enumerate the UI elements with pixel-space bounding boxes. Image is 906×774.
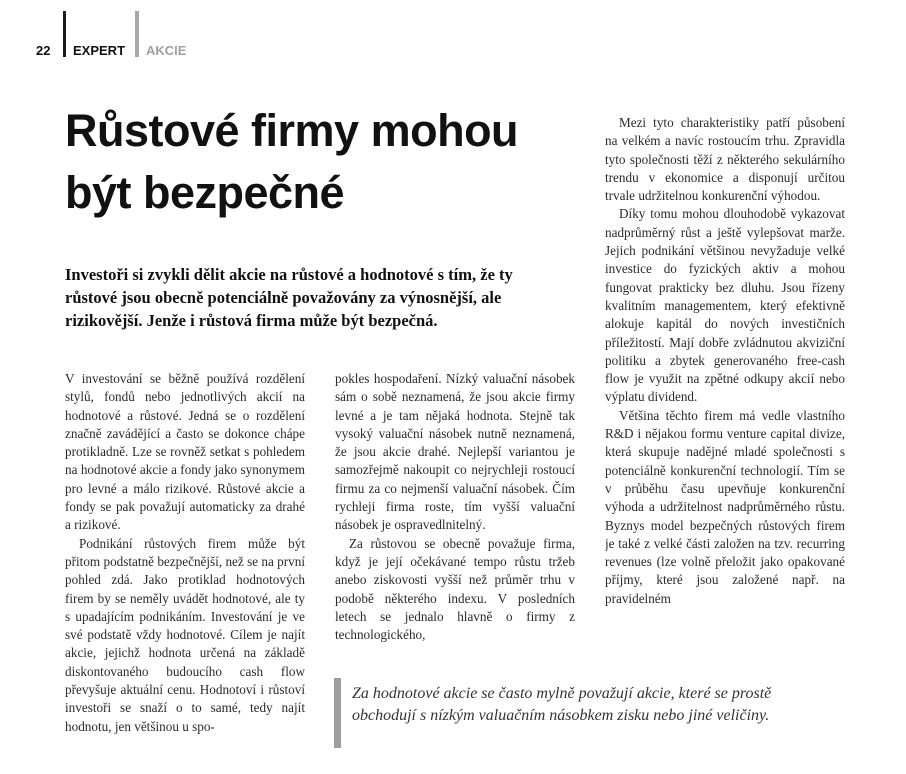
article-title: Růstové firmy mohou být bezpečné xyxy=(65,105,519,218)
text-column-2 xyxy=(335,370,575,665)
section-label: EXPERT xyxy=(73,43,126,58)
pull-quote-bar xyxy=(334,678,341,748)
paragraph: Podnikání růstových firem může být přitom podstatně bezpečnější, než se na první pohled zdá. Jako protiklad hodnotových firem by se neměly uvádět hodnotové, ale ty s upadajícím podnikáním. Investování je ve své podstatě vždy hodnotové. Cílem je najít akcie, jejichž hodnota určená na základě diskontovaného budoucího cash flow převyšuje aktuální cenu. Hodnotoví i růstoví investoři se snaží o to samé, tedy najít hodnotu, jen většinou u spo- xyxy=(65,535,305,734)
category-label: AKCIE xyxy=(146,43,187,58)
paragraph: Většina těchto firem má vedle vlastního R&D i nějakou formu venture capital divize, která skupuje nadějné mladé společnosti s potenciálně konkurenční technologií. Tím se v průběhu času upevňuje konkurenční výhoda a udržitelnost nadprůměrného růstu. Byznys model bezpečných růstových firem je také z velké části založen na tzv. recurring revenues (lze volně přeložit jako opakované příjmy, které jsou založené např. na pravidelném xyxy=(605,407,845,606)
paragraph: pokles hospodaření. Nízký valuační násobek sám o sobě neznamená, že jsou akcie firmy levné a je tam nějaká hodnota. Stejně tak vysoký valuační násobek nutně neznamená, že jsou akcie drahé. Nejlepší variantou je samozřejmě nakoupit co nejrychleji rostoucí firmu za co nejmenší valuační násobek. Čím rychleji firma roste, tím vyšší valuační násobek je ospravedlnitelný. xyxy=(335,371,575,533)
text-column-3 xyxy=(605,114,845,665)
article-lead: Investoři si zvykli dělit akcie na růstové a hodnotové s tím, že ty růstové jsou obecně potenciálně považovány za výnosnější, ale rizikovější. Jenže i růstová firma může být bezpečná. xyxy=(65,265,513,330)
header-divider xyxy=(63,11,66,57)
paragraph: Za růstovou se obecně považuje firma, když je její očekávané tempo růstu tržeb anebo ziskovosti vyšší než průměr trhu v podobě některého indexu. V posledních letech se jednalo hlavně o firmy z technologického, xyxy=(335,535,575,643)
page-number: 22 xyxy=(36,43,51,58)
pull-quote: Za hodnotové akcie se často mylně považují akcie, které se prostě obchodují s nízkým valuačním násobkem zisku nebo jiné veličiny. xyxy=(352,685,772,724)
paragraph: Mezi tyto charakteristiky patří působení na velkém a navíc rostoucím trhu. Zpravidla tyto společnosti těží z některého sekulárního trendu v ekonomice a disponují určitou trvale udržitelnou konkurenční výhodou. xyxy=(605,115,845,204)
category-divider xyxy=(135,11,139,57)
paragraph: V investování se běžně používá rozdělení stylů, fondů nebo jednotlivých akcií na hodnotové a růstové. Jedná se o rozdělení značně zavádějící a často se dokonce chápe protikladně. Lze se rovněž setkat s pohledem na hodnotové akcie a fondy jako synonymem pro levné a málo rizikové. Růstové akcie a fondy se pak považují automaticky za drahé a rizikové. xyxy=(65,371,305,533)
paragraph: Díky tomu mohou dlouhodobě vykazovat nadprůměrný růst a ještě vylepšovat marže. Jejich podnikání většinou nevyžaduje velké investice do fyzických aktiv a mohou fungovat prakticky bez dluhu. Jsou řízeny kvalitním managementem, který efektivně alokuje kapitál do nových investičních příležitostí. Mají dobře zvládnutou akviziční politiku a zbytek generovaného free-cash flow je využit na zpětné odkupy akcií nebo výplatu dividend. xyxy=(605,206,845,405)
text-column-1 xyxy=(65,370,305,774)
